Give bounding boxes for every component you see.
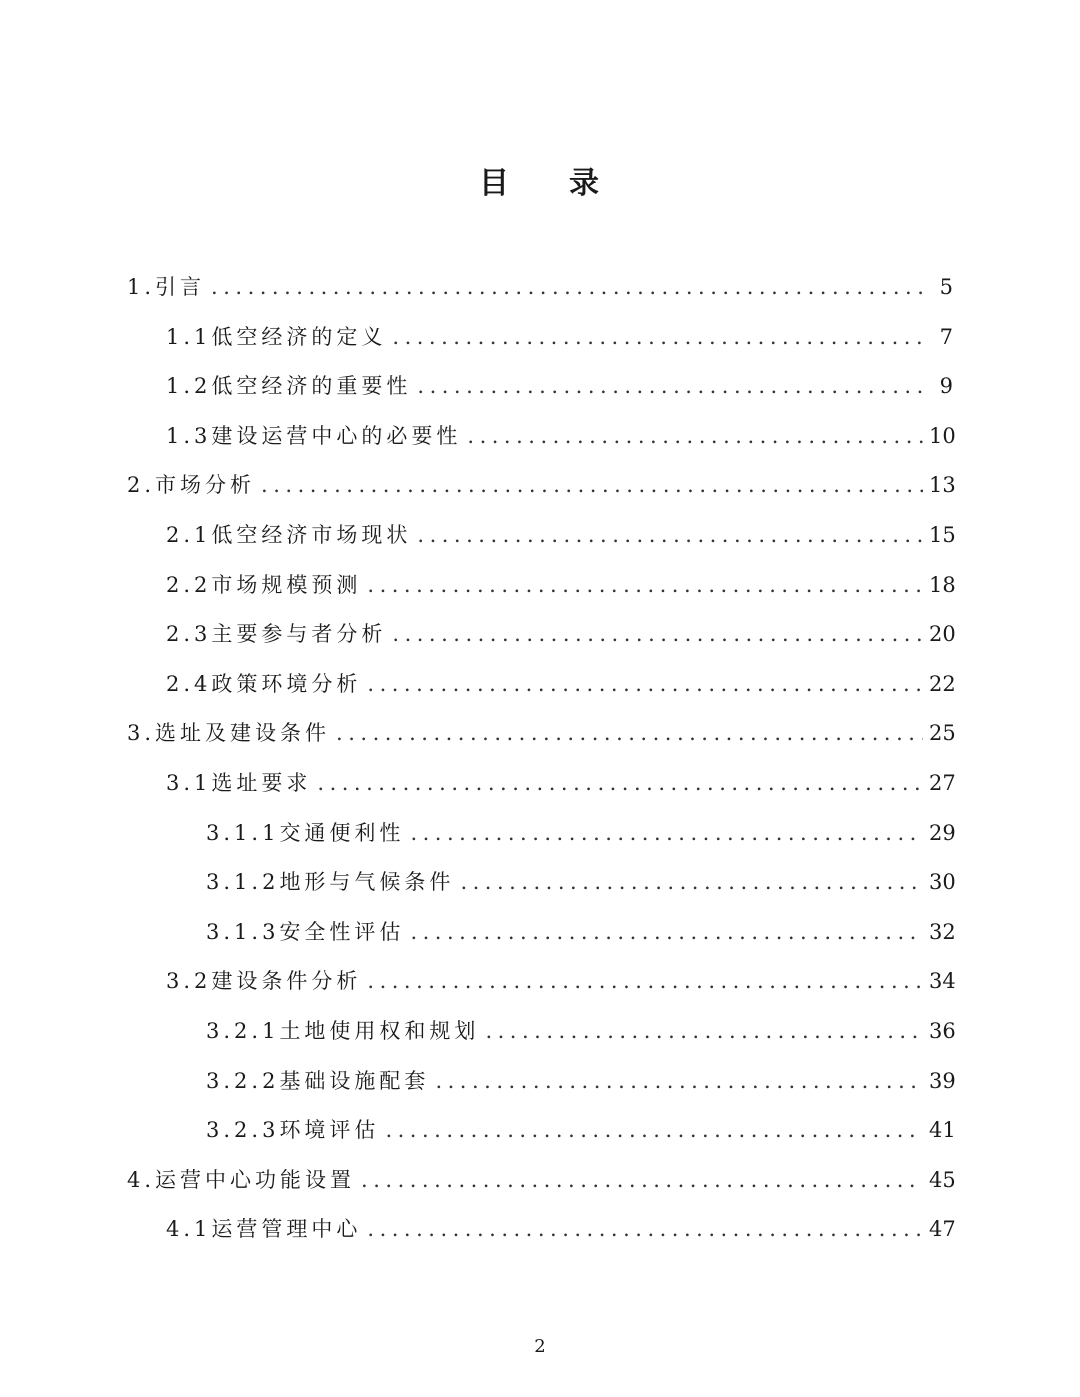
toc-entry-number: 2.2 xyxy=(166,573,212,597)
toc-entry-number: 3.1 xyxy=(166,771,212,795)
toc-entry[interactable] xyxy=(127,265,953,309)
toc-entry[interactable] xyxy=(166,563,956,607)
toc-entry-number: 4. xyxy=(127,1168,156,1192)
toc-entry-page: 32 xyxy=(929,920,956,944)
toc-entry-label: 基础设施配套 xyxy=(279,1069,430,1093)
toc-title xyxy=(0,158,1080,202)
toc-entry-number: 3.2.2 xyxy=(206,1069,280,1093)
toc-entry-label: 低空经济的定义 xyxy=(211,325,387,349)
toc-entry[interactable] xyxy=(166,761,956,805)
toc-entry[interactable] xyxy=(206,811,956,855)
toc-entry-page: 9 xyxy=(939,374,953,398)
toc-entry-number: 3.2.1 xyxy=(206,1019,280,1043)
toc-entry-page: 36 xyxy=(929,1019,956,1043)
toc-dot-leader xyxy=(367,563,923,607)
toc-entry-label: 市场分析 xyxy=(155,473,256,497)
toc-entry[interactable] xyxy=(206,1108,956,1152)
toc-entry-label: 低空经济市场现状 xyxy=(211,523,412,547)
toc-entry-page: 25 xyxy=(929,721,956,745)
toc-entry-label: 环境评估 xyxy=(279,1118,380,1142)
toc-entry[interactable] xyxy=(166,364,953,408)
toc-entry-number: 3. xyxy=(127,721,156,745)
toc-dot-leader xyxy=(417,364,923,408)
toc-entry-page: 34 xyxy=(929,969,956,993)
toc-entry[interactable] xyxy=(206,910,956,954)
toc-dot-leader xyxy=(435,1059,923,1103)
toc-entry-label: 土地使用权和规划 xyxy=(279,1019,480,1043)
toc-entry[interactable] xyxy=(206,1009,956,1053)
toc-entry-number: 3.1.3 xyxy=(206,920,280,944)
toc-entry-label: 运营中心功能设置 xyxy=(155,1168,356,1192)
toc-dot-leader xyxy=(417,513,923,557)
toc-dot-leader xyxy=(392,612,923,656)
toc-entry-number: 2.1 xyxy=(166,523,212,547)
toc-dot-leader xyxy=(410,811,923,855)
toc-entry-number: 3.1.2 xyxy=(206,870,280,894)
toc-dot-leader xyxy=(485,1009,923,1053)
toc-entry-page: 41 xyxy=(929,1118,956,1142)
toc-entry-number: 2. xyxy=(127,473,156,497)
toc-entry-label: 建设运营中心的必要性 xyxy=(211,424,462,448)
toc-entry-page: 27 xyxy=(929,771,956,795)
toc-dot-leader xyxy=(410,910,923,954)
toc-dot-leader xyxy=(336,711,923,755)
toc-dot-leader xyxy=(367,1207,923,1251)
toc-dot-leader xyxy=(385,1108,923,1152)
toc-entry[interactable] xyxy=(127,711,956,755)
toc-dot-leader xyxy=(392,315,923,359)
toc-entry-page: 13 xyxy=(929,473,956,497)
toc-entry[interactable] xyxy=(166,414,956,458)
toc-entry-label: 引言 xyxy=(155,275,206,299)
toc-entry-label: 选址要求 xyxy=(211,771,312,795)
toc-entry-page: 30 xyxy=(929,870,956,894)
toc-entry[interactable] xyxy=(166,1207,956,1251)
toc-entry[interactable] xyxy=(166,612,956,656)
toc-dot-leader xyxy=(367,959,923,1003)
toc-entry-label: 运营管理中心 xyxy=(211,1217,362,1241)
toc-entry[interactable] xyxy=(166,315,953,359)
toc-entry-number: 3.1.1 xyxy=(206,821,280,845)
toc-entry-number: 2.4 xyxy=(166,672,212,696)
toc-dot-leader xyxy=(261,463,923,507)
toc-entry-number: 1.3 xyxy=(166,424,212,448)
toc-entry-number: 4.1 xyxy=(166,1217,212,1241)
toc-dot-leader xyxy=(211,265,923,309)
toc-entry-label: 交通便利性 xyxy=(279,821,405,845)
toc-dot-leader xyxy=(367,662,923,706)
toc-entry-label: 安全性评估 xyxy=(279,920,405,944)
toc-dot-leader xyxy=(460,860,923,904)
toc-entry-number: 2.3 xyxy=(166,622,212,646)
toc-dot-leader xyxy=(467,414,923,458)
toc-entry[interactable] xyxy=(127,1158,956,1202)
toc-entry-label: 地形与气候条件 xyxy=(279,870,455,894)
toc-entry-label: 建设条件分析 xyxy=(211,969,362,993)
toc-entry-number: 1. xyxy=(127,275,156,299)
toc-entry[interactable] xyxy=(166,959,956,1003)
toc-entry-number: 3.2 xyxy=(166,969,212,993)
toc-entry[interactable] xyxy=(206,1059,956,1103)
toc-entry-page: 18 xyxy=(929,573,956,597)
toc-entry[interactable] xyxy=(127,463,956,507)
toc-entry-page: 5 xyxy=(939,275,953,299)
toc-title-char-2: 录 xyxy=(569,166,601,201)
toc-entry[interactable] xyxy=(206,860,956,904)
toc-entry-label: 主要参与者分析 xyxy=(211,622,387,646)
toc-entry-page: 7 xyxy=(939,325,953,349)
toc-entry-page: 20 xyxy=(929,622,956,646)
toc-entry-page: 29 xyxy=(929,821,956,845)
toc-entry[interactable] xyxy=(166,513,956,557)
toc-entry-page: 39 xyxy=(929,1069,956,1093)
toc-entry[interactable] xyxy=(166,662,956,706)
toc-entry-page: 22 xyxy=(929,672,956,696)
toc-entry-page: 10 xyxy=(929,424,956,448)
toc-entry-number: 1.2 xyxy=(166,374,212,398)
toc-entry-number: 1.1 xyxy=(166,325,212,349)
toc-entry-page: 47 xyxy=(929,1217,956,1241)
toc-entry-page: 15 xyxy=(929,523,956,547)
toc-title-char-1: 目 xyxy=(479,166,511,201)
toc-entry-label: 选址及建设条件 xyxy=(155,721,331,745)
toc-entry-page: 45 xyxy=(929,1168,956,1192)
page-number: 2 xyxy=(534,1336,546,1357)
toc-entry-number: 3.2.3 xyxy=(206,1118,280,1142)
toc-entry-label: 市场规模预测 xyxy=(211,573,362,597)
toc-dot-leader xyxy=(361,1158,923,1202)
toc-entry-label: 政策环境分析 xyxy=(211,672,362,696)
toc-entry-label: 低空经济的重要性 xyxy=(211,374,412,398)
toc-dot-leader xyxy=(317,761,923,805)
